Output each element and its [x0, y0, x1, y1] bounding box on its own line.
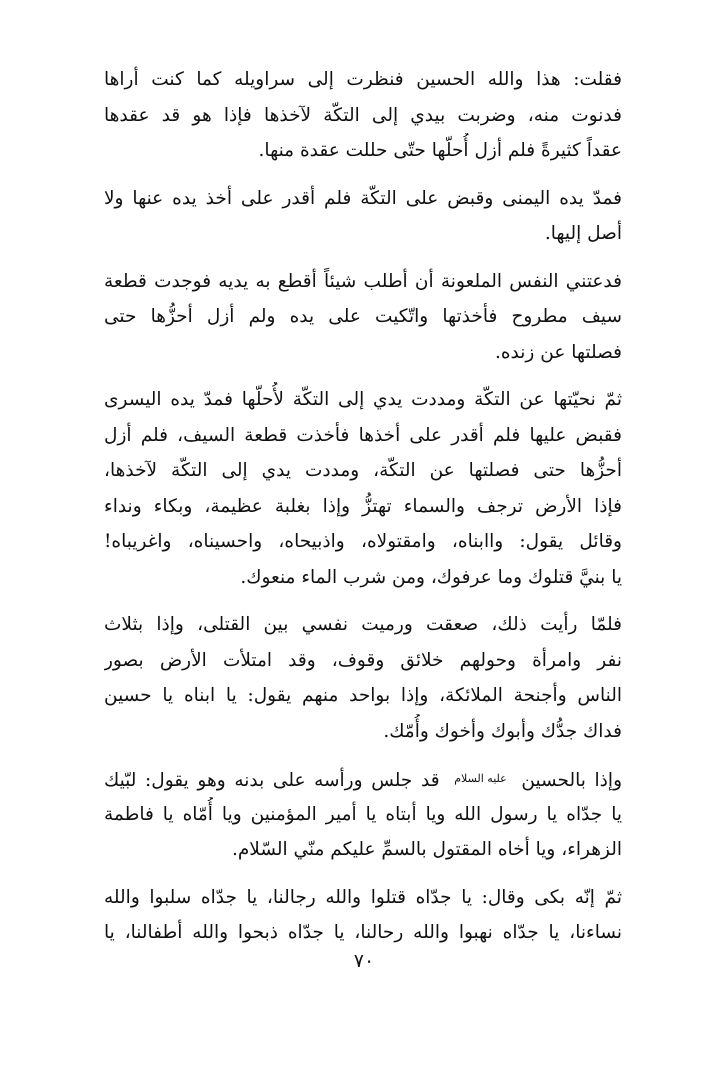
- body-text: [104, 62, 622, 963]
- text-line: الزهراء، ويا أخاه المقتول بالسمِّ عليكم منّي السّلام.: [231, 839, 622, 860]
- paragraph: [104, 181, 622, 252]
- paragraph: [104, 761, 622, 868]
- text-line: فمدّ يده اليمنى وقبض على التكّة فلم أقدر على أخذ يده عنها ولا: [104, 187, 622, 209]
- text-line: الناس وأجنحة الملائكة، وإذا بواحد منهم يقول: يا ابناه يا حسين: [104, 685, 622, 706]
- text-line: فقلت: هذا والله الحسين فنظرت إلى سراويله كما كنت أراها: [104, 69, 622, 90]
- paragraph: [104, 382, 622, 595]
- text-line: ثمّ نحيّتها عن التكّة ومددت يدي إلى التكّة لأُحلّها فمدّ يده اليسرى: [104, 389, 622, 410]
- text-line: أحزُّها حتى فصلتها عن التكّة، ومددت يدي إلى التكّة لآخذها،: [104, 460, 622, 481]
- paragraph: [104, 607, 622, 749]
- text-line: فداك جدُّك وأبوك وأخوك وأُمّك.: [383, 720, 622, 742]
- paragraph: [104, 264, 622, 371]
- text-line: ثمّ إنّه بكى وقال: يا جدّاه قتلوا والله رجالنا، يا جدّاه سلبوا والله: [104, 886, 622, 908]
- text-line: فلمّا رأيت ذلك، صعقت ورميت نفسي بين القتلى، وإذا بثلاث: [104, 614, 622, 635]
- text-line: وقائل يقول: واابناه، وامقتولاه، واذبيحاه، واحسيناه، واغريباه!: [104, 531, 622, 552]
- text-line: سيف مطروح فأخذتها واتّكيت على يده ولم أزل أحزُّها حتى: [104, 306, 622, 327]
- honorific-seal: عليه السلام: [454, 772, 507, 785]
- text-line: نفر وامرأة وحولهم خلائق وقوف، وقد امتلأت الأرض بصور: [104, 649, 622, 671]
- paragraph: [104, 880, 622, 951]
- text-line: عقداً كثيرةً فلم أزل أُحلّها حتّى حللت عقدة منها.: [258, 140, 622, 161]
- page-number: ٧٠: [353, 950, 375, 972]
- text-line: يا جدّاه يا رسول الله ويا أبتاه يا أمير المؤمنين ويا أُمّاه يا فاطمة: [104, 803, 622, 825]
- text-line: فقبض عليها فلم أقدر على أخذها فأخذت قطعة السيف، فلم أزل: [104, 424, 622, 446]
- text-line: فدعتني النفس الملعونة أن أطلب شيئاً أقطع به يديه فوجدت قطعة: [104, 270, 622, 292]
- text-line-with-seal: وإذا بالحسين عليه السلام قد جلس ورأسه على بدنه وهو يقول: لبّيك: [104, 761, 622, 797]
- text-line: فدنوت منه، وضربت بيدي إلى التكّة لآخذها فإذا هو قد عقدها: [104, 104, 622, 126]
- text-line: فإذا الأرض ترجف والسماء تهتزُّ وإذا بغلبة عظيمة، وبكاء ونداء: [104, 495, 622, 517]
- paragraph: [104, 62, 622, 169]
- text-line: أصل إليها.: [544, 223, 622, 244]
- text-line: نساءنا، يا جدّاه نهبوا والله رحالنا، يا جدّاه ذبحوا والله أطفالنا، يا: [104, 922, 622, 943]
- text-line: فصلتها عن زنده.: [494, 341, 622, 363]
- text-line: يا بنيَّ قتلوك وما عرفوك، ومن شرب الماء منعوك.: [240, 566, 622, 588]
